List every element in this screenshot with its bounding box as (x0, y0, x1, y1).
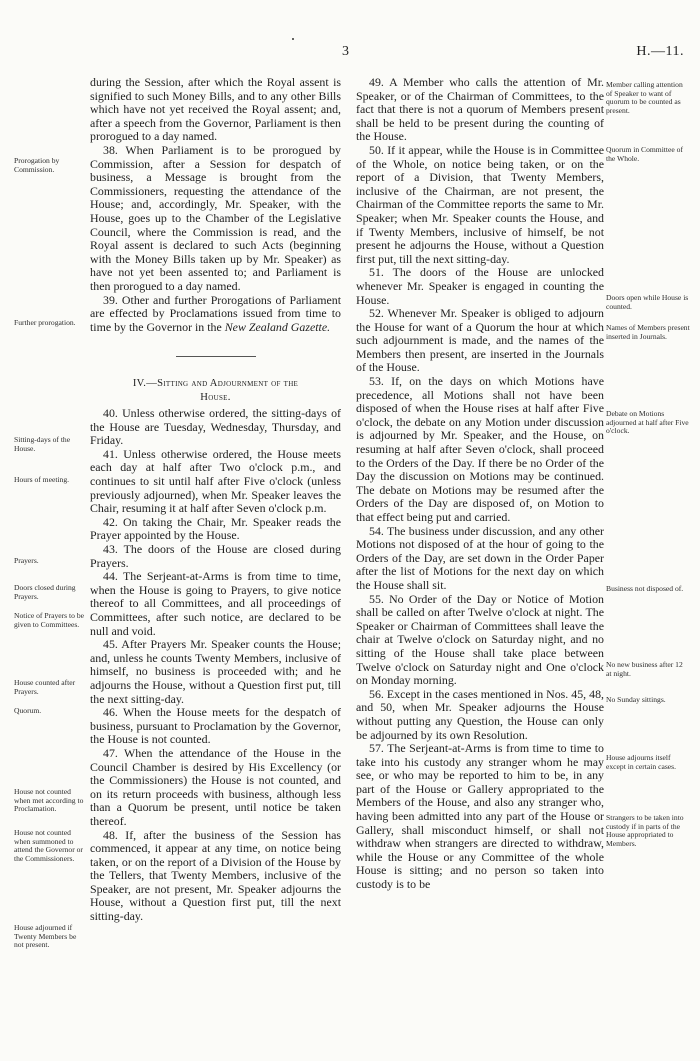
margin-note-member-calling-attention: Member calling attention of Speaker to want of quorum to be counted as present. (606, 80, 683, 115)
paragraph-51: 51. The doors of the House are unlocked whenever Mr. Speaker is engaged in counting the House. (356, 265, 604, 307)
margin-note-house-counted: House counted after Prayers. (14, 678, 76, 696)
margin-note-debate-on-motions: Debate on Motions adjourned at half after Five o'clock. (606, 409, 689, 436)
margin-note-house-adjourns-itself: House adjourns itself except in certain cases. (606, 753, 676, 771)
paragraph-43: 43. The doors of the House are closed during Prayers. (90, 542, 341, 570)
margin-note-prayers: Prayers. (14, 556, 39, 565)
paragraph-39-text: 39. Other and further Prorogations of Parliament are effected by Proclamations issued from time to time by the Governor in the (90, 292, 341, 334)
page-number: 3 (342, 44, 349, 59)
paragraph-49: 49. A Member who calls the attention of Mr. Speaker, or of the Chairman of Committees, to the fact that there is not a quorum of Members present shall be held to be present during the counting of the House. (356, 75, 604, 144)
paragraph-intro: during the Session, after which the Royal assent is signified to such Money Bills, and to any other Bills which have not yet received the Royal assent; and, after a speech from the Governor, Parliament is then prorogued to a day named. (90, 75, 341, 144)
margin-note-strangers: Strangers to be taken into custody if in parts of the House appropriated to Members. (606, 813, 684, 848)
margin-note-further-prorogation: Further prorogation. (14, 318, 76, 327)
margin-note-business-not-disposed: Business not disposed of. (606, 584, 684, 593)
margin-note-house-adjourned: House adjourned if Twenty Members be not present. (14, 923, 77, 950)
paragraph-38: 38. When Parliament is to be prorogued by Commission, after a Session for despatch of business, a Message is brought from the Commissioners, requesting the attendance of the House; and, accordingly, Mr. Speaker, with the House, goes up to the Chamber of the Legislative Council, where the Commission is read, and the Royal assent is declared to such Acts (beginning with the Money Bills taken up by Mr. Speaker) as have not yet been assented to; and Parliament is then prorogued to a day named. (90, 142, 341, 293)
paragraph-56: 56. Except in the cases mentioned in Nos. 45, 48, and 50, when Mr. Speaker adjourns the House without putting any Question, the House can only be adjourned by its own Resolution. (356, 686, 604, 742)
section-heading (90, 377, 341, 404)
paragraph-45: 45. After Prayers Mr. Speaker counts the House; and, unless he counts Twenty Members, inclusive of himself, no business is proceeded with; and he adjourns the House, without a Question first put, till the next sitting-day. (90, 637, 341, 706)
paragraph-39 (90, 294, 341, 335)
paragraph-40: 40. Unless otherwise ordered, the sitting-days of the House are Tuesday, Wednesday, Thursday, and Friday. (90, 406, 341, 448)
paragraph-44: 44. The Serjeant-at-Arms is from time to time, when the House is going to Prayers, to give notice thereof to all Committees, and all proceedings of Committees, after such notice, are declared to be null and void. (90, 569, 341, 638)
paragraph-54: 54. The business under discussion, and any other Motions not disposed of at the hour of going to the Orders of the Day, are set down in the Order Paper after the list of Motions for the next day on which the House shall sit. (356, 523, 604, 592)
margin-note-notice-of-prayers: Notice of Prayers to be given to Committees. (14, 611, 85, 629)
paragraph-57: 57. The Serjeant-at-Arms is from time to time to take into his custody any stranger whom he may see, or who may be reported to him to be, in any part of the House or Gallery appropriated to the Members of the House, and also any stranger who, having been admitted into any part of the House or Gallery, shall misconduct himself, or shall not withdraw when strangers are directed to withdraw, while the House or any Committee of the whole House is sitting; and no person so taken into custody is to be (356, 741, 604, 892)
paragraph-41: 41. Unless otherwise ordered, the House meets each day at half after Two o'clock p.m., and continues to sit until half after Five o'clock (unless previously adjourned), when Mr. Speaker leaves the Chair, resuming it at half after Seven o'clock p.m. (90, 446, 341, 516)
paragraph-39-gazette: New Zealand Gazette. (224, 319, 331, 334)
margin-note-names-inserted: Names of Members present inserted in Journals. (606, 323, 690, 341)
paragraph-52: 52. Whenever Mr. Speaker is obliged to adjourn the House for want of a Quorum the hour at which such adjournment is made, and the names of the Members then present, are inserted in the Journals of the House. (356, 306, 604, 375)
section-divider (176, 356, 256, 357)
paragraph-47: 47. When the attendance of the House in the Council Chamber is desired by His Excellency (or the Commissioners) the House is not counted, and on its return proceeds with business, although less than a Quorum be present, until notice be taken thereof. (90, 745, 341, 828)
margin-note-doors-open: Doors open while House is counted. (606, 293, 689, 311)
section-heading-line-2: House. (200, 391, 231, 403)
section-heading-line-1: IV.—Sitting and Adjournment of the (132, 378, 299, 390)
margin-note-quorum-in-committee: Quorum in Committee of the Whole. (606, 145, 683, 163)
margin-note-not-counted-proclamation: House not counted when met according to Proclamation. (14, 787, 84, 814)
right-text-column (356, 76, 604, 892)
paragraph-53: 53. If, on the days on which Motions have precedence, all Motions shall not have been disposed of when the House rises at half after Five o'clock, the debate on any Motion under discussion is adjourned by Mr. Speaker, and the House, on resuming at half after Seven o'clock, shall proceed to the Orders of the Day. If there be no Order of the Day the discussion on Motions may be continued. The debate on Motions may be resumed after the Orders of the Day are disposed of, on Motion to that effect being put and carried. (356, 374, 604, 524)
paragraph-55: 55. No Order of the Day or Notice of Motion shall be called on after Twelve o'clock at night. The Speaker or Chairman of Committees shall leave the chair at Twelve o'clock on Saturday night, and no sitting of the House shall take place between Twelve o'clock on Saturday night and One o'clock on Monday morning. (356, 591, 604, 688)
document-code: H.—11. (636, 44, 684, 59)
margin-note-hours-of-meeting: Hours of meeting. (14, 475, 70, 484)
paragraph-50: 50. If it appear, while the House is in Committee of the Whole, on notice being taken, or on the report of a Division, that Twenty Members, inclusive of the Chairman, are not present, the Chairman of the Committee reports the same to Mr. Speaker; when Mr. Speaker counts the House, and if Twenty Members, inclusive of himself, be not present he adjourns the House, without a Question first put, till the next sitting-day. (356, 142, 604, 266)
margin-note-prorogation-commission: Prorogation by Commission. (14, 156, 60, 174)
margin-note-doors-closed: Doors closed during Prayers. (14, 583, 76, 601)
margin-note-quorum: Quorum. (14, 706, 42, 715)
margin-note-no-sunday-sittings: No Sunday sittings. (606, 695, 666, 704)
margin-note-no-new-business: No new business after 12 at night. (606, 660, 683, 678)
print-speck (292, 38, 294, 40)
left-text-column (90, 76, 341, 924)
margin-note-sitting-days: Sitting-days of the House. (14, 435, 71, 453)
paragraph-48: 48. If, after the business of the Session has commenced, it appear at any time, on notice being taken, or on the report of a Division of the House by the Tellers, that Twenty Members, inclusive of the Speaker, are not present, Mr. Speaker adjourns the House, without a Question first put, till the next sitting-day. (90, 827, 341, 924)
margin-note-not-counted-governor: House not counted when summoned to attend the Governor or the Commissioners. (14, 828, 83, 863)
paragraph-42: 42. On taking the Chair, Mr. Speaker reads the Prayer appointed by the House. (90, 514, 341, 543)
paragraph-46: 46. When the House meets for the despatch of business, pursuant to Proclamation by the Governor, the House is not counted. (90, 705, 341, 747)
